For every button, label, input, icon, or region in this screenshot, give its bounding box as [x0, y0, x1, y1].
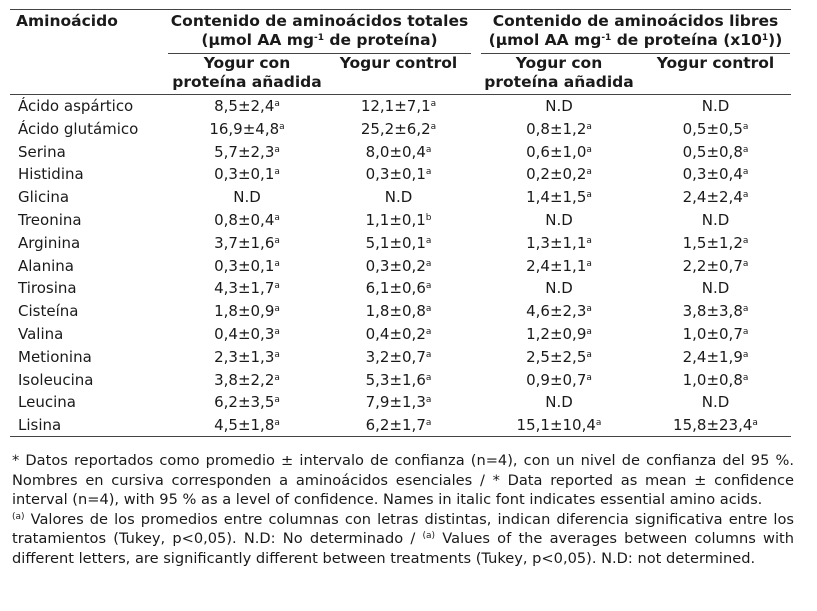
cell-total-yogur-con: 3,8±2,2$^a$	[214, 370, 280, 389]
cell-total-yogur-con: 4,3±1,7$^a$	[214, 279, 280, 298]
cell-free-yogur-control: N.D	[701, 393, 730, 412]
cell-free-yogur-con: 0,9±0,7$^a$	[526, 370, 592, 389]
aminoacid-name: Valina	[18, 324, 64, 343]
table-row	[0, 323, 817, 346]
aminoacid-name: Leucina	[18, 393, 76, 412]
aminoacid-name: Tirosina	[18, 279, 77, 298]
table-top-rule	[10, 9, 791, 10]
table-row	[0, 414, 817, 437]
table-row	[0, 255, 817, 278]
aminoacid-name: Lisina	[18, 416, 62, 435]
aminoacid-name: Glicina	[18, 188, 70, 207]
header-free-yogur-control: Yogur control	[656, 54, 775, 72]
cell-free-yogur-control: N.D	[701, 97, 730, 115]
header-total-yogur-con: Yogur con proteína añadida	[172, 54, 322, 91]
cell-free-yogur-con: N.D	[545, 97, 573, 115]
aminoacid-name: Serina	[18, 142, 66, 161]
aminoacid-name: Metionina	[18, 347, 92, 366]
table-notes	[12, 451, 794, 568]
note-confidence: * Datos reportados como promedio ± intervalo de confianza (n=4), con un nivel de confianza del 95 %. Nombres en cursiva corresponden a aminoácidos esenciales / * Data reported as mean ± confidence interval (n=4), with 95 % as a level of confidence. Names in italic font indicates essential amino acids.	[12, 452, 794, 508]
cell-free-yogur-con: 4,6±2,3$^a$	[526, 302, 592, 321]
cell-total-yogur-con: 0,4±0,3$^a$	[214, 324, 280, 343]
aminoacid-name: Alanina	[18, 256, 74, 275]
cell-free-yogur-control: 3,8±3,8$^a$	[682, 302, 749, 321]
cell-total-yogur-control: 5,3±1,6$^a$	[365, 370, 432, 389]
table-body	[0, 95, 817, 437]
cell-total-yogur-control: 0,4±0,2$^a$	[365, 324, 432, 343]
cell-total-yogur-con: 0,3±0,1$^a$	[214, 165, 280, 184]
aminoacid-name: Treonina	[18, 210, 82, 229]
cell-total-yogur-con: 8,5±2,4$^a$	[214, 97, 280, 115]
cell-free-yogur-con: 2,5±2,5$^a$	[526, 347, 592, 366]
cell-total-yogur-con: 1,8±0,9$^a$	[214, 302, 280, 321]
table-row	[0, 209, 817, 232]
cell-free-yogur-control: 2,4±1,9$^a$	[682, 347, 749, 366]
cell-total-yogur-control: 6,1±0,6$^a$	[365, 279, 432, 298]
cell-total-yogur-control: 7,9±1,3$^a$	[365, 393, 432, 412]
cell-total-yogur-con: 2,3±1,3$^a$	[214, 347, 280, 366]
cell-total-yogur-control: 0,3±0,1$^a$	[365, 165, 432, 184]
cell-total-yogur-control: 3,2±0,7$^a$	[365, 347, 432, 366]
header-free-yogur-con: Yogur con proteína añadida	[484, 54, 634, 91]
header-free-line1: Contenido de aminoácidos libres	[492, 12, 779, 30]
header-free-content	[479, 12, 792, 50]
aminoacid-name: Cisteína	[18, 302, 79, 321]
header-total-content	[168, 12, 471, 50]
cell-total-yogur-con: 5,7±2,3$^a$	[214, 142, 280, 161]
cell-total-yogur-con: 6,2±3,5$^a$	[214, 393, 280, 412]
table-row	[0, 118, 817, 141]
table-row	[0, 391, 817, 414]
cell-total-yogur-con: 16,9±4,8$^a$	[209, 119, 285, 138]
cell-total-yogur-control: 1,8±0,8$^a$	[365, 302, 432, 321]
cell-free-yogur-control: N.D	[701, 279, 730, 298]
aminoacid-name: Arginina	[18, 233, 81, 252]
cell-free-yogur-control: 1,5±1,2$^a$	[682, 233, 749, 252]
cell-total-yogur-control: 6,2±1,7$^a$	[365, 416, 432, 435]
cell-free-yogur-control: 0,5±0,8$^a$	[682, 142, 749, 161]
cell-free-yogur-control: N.D	[701, 210, 730, 229]
cell-total-yogur-control: 5,1±0,1$^a$	[365, 233, 432, 252]
cell-free-yogur-con: 2,4±1,1$^a$	[526, 256, 592, 275]
header-total-yogur-control: Yogur control	[339, 54, 458, 72]
aminoacid-name: Histidina	[18, 165, 84, 184]
cell-free-yogur-con: N.D	[545, 393, 573, 412]
cell-free-yogur-control: 2,2±0,7$^a$	[682, 256, 749, 275]
cell-total-yogur-con: 0,8±0,4$^a$	[214, 210, 280, 229]
cell-total-yogur-con: N.D	[233, 188, 261, 207]
cell-free-yogur-con: 15,1±10,4$^a$	[516, 416, 602, 435]
table-row	[0, 186, 817, 209]
cell-free-yogur-con: N.D	[545, 279, 573, 298]
cell-total-yogur-control: 8,0±0,4$^a$	[365, 142, 432, 161]
table-row	[0, 369, 817, 392]
cell-free-yogur-con: N.D	[545, 210, 573, 229]
cell-free-yogur-con: 0,6±1,0$^a$	[526, 142, 592, 161]
cell-total-yogur-control: 1,1±0,1$^b$	[365, 210, 432, 229]
cell-free-yogur-con: 1,2±0,9$^a$	[526, 324, 592, 343]
cell-free-yogur-control: 15,8±23,4$^a$	[673, 416, 758, 435]
cell-free-yogur-control: 2,4±2,4$^a$	[682, 188, 749, 207]
cell-free-yogur-control: 1,0±0,8$^a$	[682, 370, 749, 389]
table-row	[0, 277, 817, 300]
cell-free-yogur-control: 0,3±0,4$^a$	[682, 165, 749, 184]
aminoacid-name: Ácido glutámico	[18, 119, 139, 138]
cell-free-yogur-con: 1,3±1,1$^a$	[526, 233, 592, 252]
table-row	[0, 141, 817, 164]
cell-total-yogur-con: 0,3±0,1$^a$	[214, 256, 280, 275]
cell-total-yogur-control: 25,2±6,2$^a$	[360, 119, 437, 138]
cell-total-yogur-control: 12,1±7,1$^a$	[360, 97, 437, 115]
cell-free-yogur-con: 1,4±1,5$^a$	[526, 188, 592, 207]
cell-total-yogur-control: 0,3±0,2$^a$	[365, 256, 432, 275]
cell-total-yogur-con: 3,7±1,6$^a$	[214, 233, 280, 252]
aminoacid-name: Isoleucina	[18, 370, 94, 389]
cell-free-yogur-control: 0,5±0,5$^a$	[682, 119, 749, 138]
table-row	[0, 232, 817, 255]
table-row	[0, 95, 817, 118]
cell-free-yogur-con: 0,2±0,2$^a$	[526, 165, 592, 184]
cell-total-yogur-con: 4,5±1,8$^a$	[214, 416, 280, 435]
table-row	[0, 300, 817, 323]
note-significance: $^{(a)}$ Valores de los promedios entre columnas con letras distintas, indican diferencia significativa entre los tratamientos (Tukey, p<0,05). N.D: No determinado / $^{(a)}$ Values of the averages between columns with different letters, are significantly different between treatments (Tukey, p<0,05). N.D: not determined.	[12, 510, 794, 567]
header-aminoacid: Aminoácido	[16, 12, 118, 30]
table-row	[0, 346, 817, 369]
table-row	[0, 163, 817, 186]
header-total-line2: (µmol AA $mg^{-1}$ de proteína)	[201, 31, 438, 49]
cell-total-yogur-control: N.D	[384, 188, 413, 207]
header-total-line1: Contenido de aminoácidos totales	[170, 12, 469, 30]
cell-free-yogur-con: 0,8±1,2$^a$	[526, 119, 592, 138]
header-free-line2: (µmol AA $mg^{-1}$ de proteína $(x10^1)$)	[488, 31, 783, 49]
cell-free-yogur-control: 1,0±0,7$^a$	[682, 324, 749, 343]
aminoacid-name: Ácido aspártico	[18, 97, 134, 115]
